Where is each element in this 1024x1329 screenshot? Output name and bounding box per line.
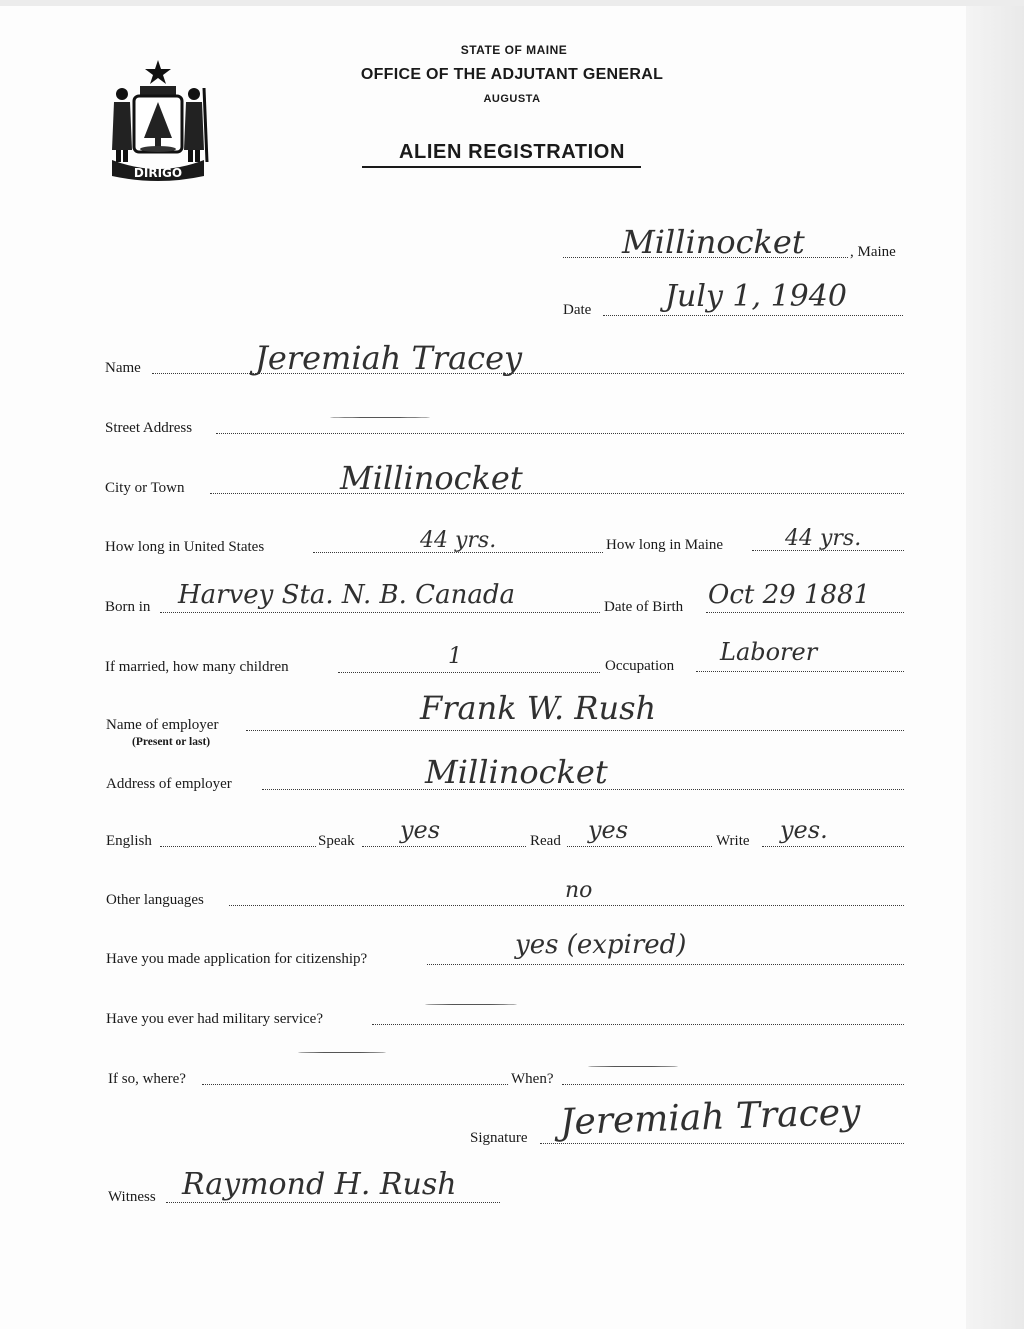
city-line: [210, 493, 904, 494]
city-label: City or Town: [105, 480, 185, 496]
years-us-value[interactable]: 44 yrs.: [420, 528, 497, 553]
other-languages-line: [229, 905, 904, 906]
street-address-line: [216, 433, 904, 434]
citizenship-line: [427, 964, 904, 965]
header-city: AUGUSTA: [483, 93, 541, 105]
witness-label: Witness: [108, 1189, 156, 1205]
write-label: Write: [716, 833, 750, 849]
where-label: If so, where?: [108, 1071, 186, 1087]
header-state: STATE OF MAINE: [460, 43, 568, 57]
when-line: [562, 1084, 904, 1085]
where-dash: [298, 1052, 386, 1053]
english-label: English: [106, 833, 152, 849]
born-in-line: [160, 612, 600, 613]
when-dash: [588, 1066, 678, 1067]
employer-line: [246, 730, 904, 731]
occupation-value[interactable]: Laborer: [720, 638, 818, 666]
english-line: [160, 846, 316, 847]
citizenship-label: Have you made application for citizenship?: [106, 951, 368, 967]
street-address-label: Street Address: [105, 420, 193, 436]
witness-value[interactable]: Raymond H. Rush: [182, 1167, 457, 1202]
other-languages-label: Other languages: [106, 892, 204, 908]
dob-line: [706, 612, 904, 613]
signature-label: Signature: [470, 1130, 528, 1146]
place-label: , Maine: [850, 244, 896, 260]
employer-label: Name of employer: [106, 717, 219, 733]
dob-value[interactable]: Oct 29 1881: [708, 580, 871, 610]
witness-line: [166, 1202, 500, 1203]
street-address-dash: [330, 417, 430, 418]
born-in-value[interactable]: Harvey Sta. N. B. Canada: [178, 580, 515, 610]
employer-address-value[interactable]: Millinocket: [425, 753, 608, 791]
when-label: When?: [511, 1071, 554, 1087]
title-underline: [362, 166, 641, 168]
read-value[interactable]: yes: [588, 816, 629, 844]
signature-value[interactable]: Jeremiah Tracey: [559, 1091, 862, 1144]
occupation-line: [696, 671, 904, 672]
children-value[interactable]: 1: [448, 644, 462, 669]
children-line: [338, 672, 600, 673]
write-line: [762, 846, 904, 847]
name-label: Name: [105, 360, 141, 376]
read-label: Read: [530, 833, 561, 849]
citizenship-value[interactable]: yes (expired): [515, 930, 687, 960]
place-value[interactable]: Millinocket: [622, 223, 805, 261]
military-dash: [425, 1004, 517, 1005]
write-value[interactable]: yes.: [780, 816, 828, 844]
employer-value[interactable]: Frank W. Rush: [420, 689, 657, 727]
seal-motto: DIRIGO: [133, 166, 183, 180]
scan-edge-top: [0, 0, 1024, 6]
city-value[interactable]: Millinocket: [340, 459, 523, 497]
children-label: If married, how many children: [105, 659, 289, 675]
other-languages-value[interactable]: no: [565, 878, 593, 903]
page-title: ALIEN REGISTRATION: [399, 141, 625, 163]
speak-line: [362, 846, 526, 847]
employer-address-label: Address of employer: [106, 776, 232, 792]
header-office: OFFICE OF THE ADJUTANT GENERAL: [360, 66, 664, 83]
speak-value[interactable]: yes: [400, 816, 441, 844]
read-line: [567, 846, 712, 847]
born-in-label: Born in: [105, 599, 151, 615]
dob-label: Date of Birth: [604, 599, 684, 615]
date-label: Date: [563, 302, 592, 318]
years-us-label: How long in United States: [105, 539, 265, 555]
date-value[interactable]: July 1, 1940: [665, 279, 847, 314]
speak-label: Speak: [318, 833, 355, 849]
name-value[interactable]: Jeremiah Tracey: [255, 339, 523, 377]
signature-line: [540, 1143, 904, 1144]
where-line: [202, 1084, 508, 1085]
occupation-label: Occupation: [605, 658, 675, 674]
employer-sublabel: (Present or last): [132, 736, 211, 748]
military-line: [372, 1024, 904, 1025]
scan-edge-right: [966, 0, 1024, 1329]
years-maine-label: How long in Maine: [606, 537, 724, 553]
date-line: [603, 315, 903, 316]
years-maine-value[interactable]: 44 yrs.: [785, 526, 862, 551]
military-label: Have you ever had military service?: [106, 1011, 323, 1027]
